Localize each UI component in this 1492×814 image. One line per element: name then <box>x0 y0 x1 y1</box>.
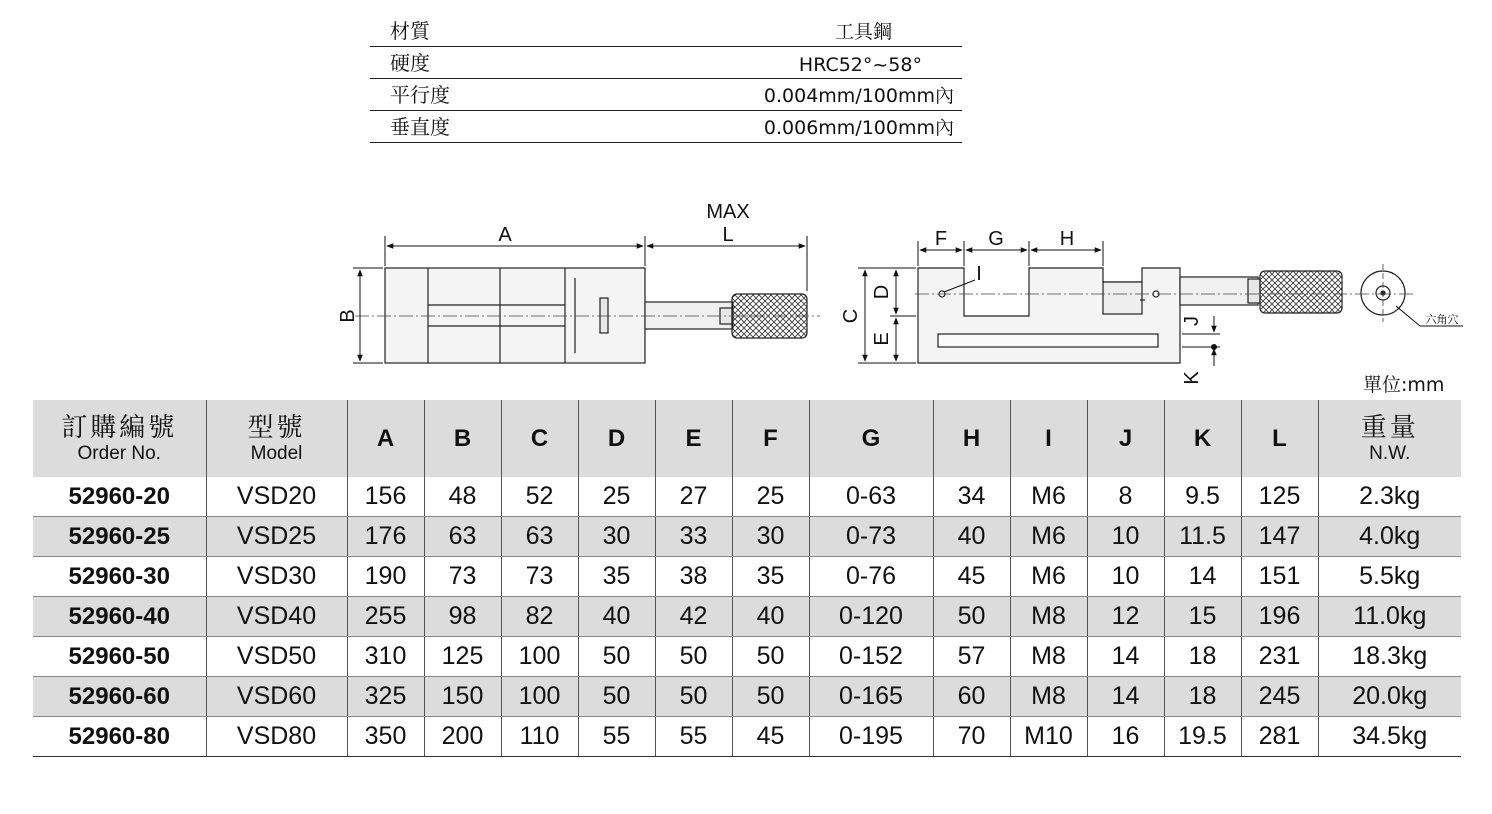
spec-label: 平行度 <box>390 83 450 107</box>
table-cell: 45 <box>933 557 1010 597</box>
label-j: J <box>1181 316 1203 326</box>
table-cell: 18 <box>1164 677 1241 717</box>
table-cell: 60 <box>933 677 1010 717</box>
top-view <box>385 268 807 363</box>
technical-drawing <box>330 196 1480 396</box>
table-cell: 18 <box>1164 637 1241 677</box>
header-b: B <box>424 400 501 477</box>
table-cell: 9.5 <box>1164 477 1241 517</box>
table-cell: 196 <box>1241 597 1318 637</box>
spec-row <box>370 111 962 143</box>
table-cell: 16 <box>1087 717 1164 757</box>
spec-data-table <box>33 400 1461 757</box>
table-cell: 10 <box>1087 517 1164 557</box>
header-h: H <box>933 400 1010 477</box>
spec-value: 0.004mm/100mm內 <box>763 85 954 107</box>
table-cell: 14 <box>1164 557 1241 597</box>
header-d: D <box>578 400 655 477</box>
table-cell: M6 <box>1010 477 1087 517</box>
table-cell: 100 <box>501 677 578 717</box>
table-cell: 34 <box>933 477 1010 517</box>
table-cell: 147 <box>1241 517 1318 557</box>
table-cell: 5.5kg <box>1318 557 1461 597</box>
label-c: C <box>840 308 862 324</box>
table-cell: 52960-80 <box>33 717 206 757</box>
table-cell: M10 <box>1010 717 1087 757</box>
table-row <box>33 477 1461 517</box>
knurled-handle-side <box>1260 271 1342 313</box>
table-cell: 33 <box>655 517 732 557</box>
header-weight: 重量 N.W. <box>1318 400 1461 477</box>
table-cell: 70 <box>933 717 1010 757</box>
table-cell: 156 <box>347 477 424 517</box>
table-cell: 110 <box>501 717 578 757</box>
spec-label: 垂直度 <box>390 115 450 139</box>
table-cell: 52960-50 <box>33 637 206 677</box>
table-cell: 231 <box>1241 637 1318 677</box>
table-cell: 0-76 <box>809 557 933 597</box>
table-cell: 125 <box>424 637 501 677</box>
table-cell: VSD80 <box>206 717 347 757</box>
table-cell: 55 <box>578 717 655 757</box>
table-cell: 25 <box>578 477 655 517</box>
table-cell: 50 <box>578 677 655 717</box>
table-row <box>33 637 1461 677</box>
table-cell: 14 <box>1087 677 1164 717</box>
table-cell: 18.3kg <box>1318 637 1461 677</box>
vise-drawing-svg <box>330 196 1480 396</box>
table-cell: 50 <box>655 637 732 677</box>
table-body <box>33 477 1461 757</box>
table-cell: 27 <box>655 477 732 517</box>
table-cell: 4.0kg <box>1318 517 1461 557</box>
table-cell: 125 <box>1241 477 1318 517</box>
table-cell: 48 <box>424 477 501 517</box>
table-cell: VSD25 <box>206 517 347 557</box>
label-hex-hole: 六角穴 <box>1425 313 1459 326</box>
spec-value: 工具鋼 <box>834 21 892 43</box>
table-cell: 73 <box>424 557 501 597</box>
table-cell: 0-63 <box>809 477 933 517</box>
label-g: G <box>988 228 1004 250</box>
screw-shaft-side <box>1180 277 1258 305</box>
spec-value: 0.006mm/100mm內 <box>763 117 954 139</box>
table-cell: 0-73 <box>809 517 933 557</box>
table-cell: 325 <box>347 677 424 717</box>
table-row <box>33 557 1461 597</box>
spec-row <box>370 79 962 111</box>
table-cell: 52960-20 <box>33 477 206 517</box>
table-cell: 255 <box>347 597 424 637</box>
table-cell: 50 <box>578 637 655 677</box>
table-cell: 82 <box>501 597 578 637</box>
label-h: H <box>1059 228 1075 250</box>
table-cell: 52 <box>501 477 578 517</box>
table-cell: 10 <box>1087 557 1164 597</box>
header-g: G <box>809 400 933 477</box>
table-cell: VSD20 <box>206 477 347 517</box>
table-cell: 35 <box>578 557 655 597</box>
table-cell: 30 <box>578 517 655 557</box>
table-cell: 50 <box>732 637 809 677</box>
table-cell: 20.0kg <box>1318 677 1461 717</box>
side-view <box>918 268 1405 363</box>
table-cell: 52960-40 <box>33 597 206 637</box>
table-cell: 151 <box>1241 557 1318 597</box>
table-cell: 35 <box>732 557 809 597</box>
label-b: B <box>337 309 359 323</box>
table-cell: 245 <box>1241 677 1318 717</box>
table-cell: VSD40 <box>206 597 347 637</box>
table-cell: 11.0kg <box>1318 597 1461 637</box>
table-cell: 19.5 <box>1164 717 1241 757</box>
table-row <box>33 597 1461 637</box>
header-e: E <box>655 400 732 477</box>
table-cell: 45 <box>732 717 809 757</box>
table-cell: M8 <box>1010 637 1087 677</box>
table-cell: 52960-60 <box>33 677 206 717</box>
table-cell: 50 <box>732 677 809 717</box>
table-cell: 0-120 <box>809 597 933 637</box>
table-cell: 40 <box>732 597 809 637</box>
table-cell: 30 <box>732 517 809 557</box>
header-j: J <box>1087 400 1164 477</box>
spec-label: 材質 <box>390 19 430 43</box>
table-cell: 63 <box>424 517 501 557</box>
table-cell: M8 <box>1010 597 1087 637</box>
table-row <box>33 717 1461 757</box>
table-cell: 100 <box>501 637 578 677</box>
spec-label: 硬度 <box>390 51 430 75</box>
table-cell: 73 <box>501 557 578 597</box>
header-row <box>33 400 1461 477</box>
label-d: D <box>871 284 893 300</box>
label-k: K <box>1181 371 1203 385</box>
header-c: C <box>501 400 578 477</box>
table-cell: 40 <box>933 517 1010 557</box>
spec-table <box>370 19 962 143</box>
table-cell: 150 <box>424 677 501 717</box>
header-l: L <box>1241 400 1318 477</box>
table-cell: 190 <box>347 557 424 597</box>
table-cell: M6 <box>1010 557 1087 597</box>
header-i: I <box>1010 400 1087 477</box>
label-e: E <box>871 332 893 346</box>
spec-value: HRC52°~58° <box>798 54 922 76</box>
table-cell: 52960-30 <box>33 557 206 597</box>
table-cell: 57 <box>933 637 1010 677</box>
header-order-no: 訂購編號 Order No. <box>33 400 206 477</box>
table-cell: 25 <box>732 477 809 517</box>
table-cell: 12 <box>1087 597 1164 637</box>
label-a: A <box>498 224 512 246</box>
spec-row <box>370 19 962 47</box>
table-cell: 63 <box>501 517 578 557</box>
table-cell: 281 <box>1241 717 1318 757</box>
table-cell: 0-165 <box>809 677 933 717</box>
unit-label: 單位:mm <box>1363 374 1445 396</box>
table-cell: 0-195 <box>809 717 933 757</box>
table-cell: 40 <box>578 597 655 637</box>
table-cell: 2.3kg <box>1318 477 1461 517</box>
table-cell: VSD50 <box>206 637 347 677</box>
table-cell: 0-152 <box>809 637 933 677</box>
table-cell: 350 <box>347 717 424 757</box>
header-a: A <box>347 400 424 477</box>
table-cell: M6 <box>1010 517 1087 557</box>
table-cell: 11.5 <box>1164 517 1241 557</box>
table-cell: 52960-25 <box>33 517 206 557</box>
table-cell: VSD30 <box>206 557 347 597</box>
label-max: MAX <box>706 201 750 223</box>
table-cell: 34.5kg <box>1318 717 1461 757</box>
label-f: F <box>934 228 948 250</box>
label-l: L <box>722 224 734 246</box>
header-k: K <box>1164 400 1241 477</box>
header-f: F <box>732 400 809 477</box>
table-cell: 55 <box>655 717 732 757</box>
table-cell: 310 <box>347 637 424 677</box>
table-cell: 50 <box>933 597 1010 637</box>
header-model: 型號 Model <box>206 400 347 477</box>
table-cell: 8 <box>1087 477 1164 517</box>
table-cell: 42 <box>655 597 732 637</box>
table-cell: 50 <box>655 677 732 717</box>
table-cell: 38 <box>655 557 732 597</box>
table-row <box>33 517 1461 557</box>
label-i: I <box>976 263 982 285</box>
table-row <box>33 677 1461 717</box>
table-cell: 98 <box>424 597 501 637</box>
table-cell: M8 <box>1010 677 1087 717</box>
spec-row <box>370 47 962 79</box>
table-cell: VSD60 <box>206 677 347 717</box>
table-cell: 200 <box>424 717 501 757</box>
table-cell: 15 <box>1164 597 1241 637</box>
table-cell: 14 <box>1087 637 1164 677</box>
table-cell: 176 <box>347 517 424 557</box>
